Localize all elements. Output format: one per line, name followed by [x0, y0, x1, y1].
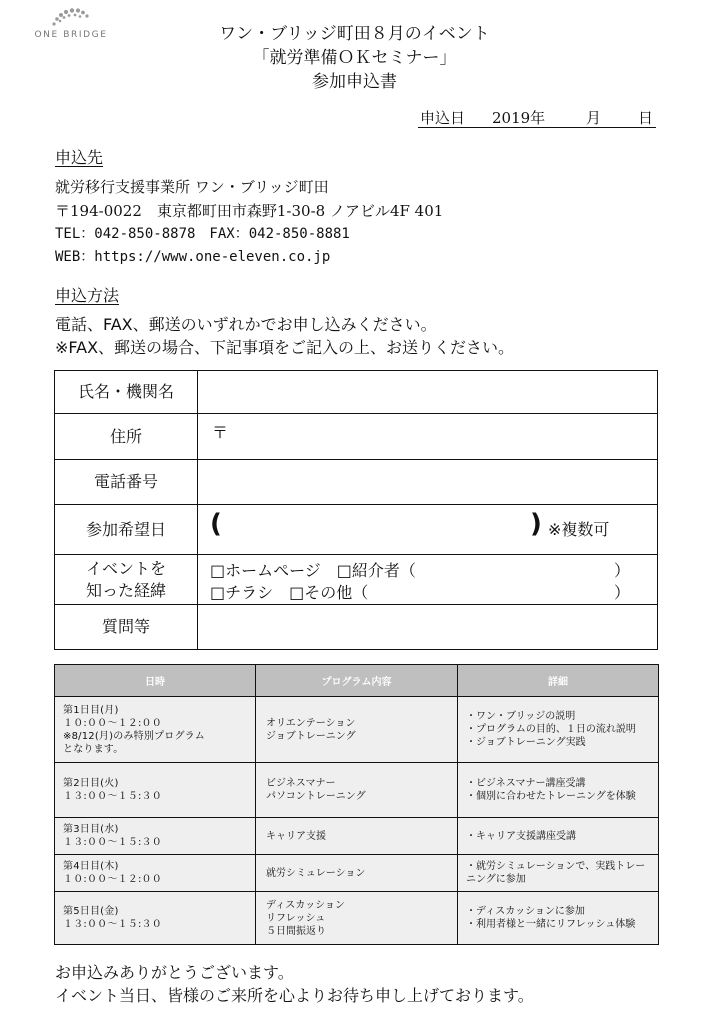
schedule-program: キャリア支援 — [256, 818, 458, 855]
logo-text: ONE BRIDGE — [34, 30, 108, 40]
questions-field[interactable] — [198, 605, 658, 650]
schedule-table — [54, 664, 659, 945]
form-row-phone — [55, 460, 658, 505]
date-month: 月 — [586, 109, 602, 127]
schedule-detail: ・ワン・ブリッジの説明 ・プログラムの目的、１日の流れ説明 ・ジョブトレーニング実践 — [458, 697, 659, 763]
closing-thanks: お申込みありがとうございます。 — [55, 963, 294, 982]
header-datetime: 日時 — [55, 665, 256, 697]
organization-name: 就労移行支援事業所 ワン・ブリッジ町田 — [55, 178, 329, 196]
schedule-program: 就労シミュレーション — [256, 855, 458, 892]
header-detail: 詳細 — [458, 665, 659, 697]
questions-label: 質問等 — [55, 605, 198, 650]
multiple-ok-note: ※複数可 — [548, 520, 610, 539]
postal-mark: 〒 — [212, 423, 229, 442]
how-field[interactable] — [198, 555, 658, 605]
how-label-line1: イベントを — [85, 558, 166, 578]
how-close-paren-2: ） — [614, 583, 631, 602]
schedule-header-row — [55, 665, 659, 697]
date-wish-field[interactable] — [198, 505, 658, 555]
closing-message: イベント当日、皆様のご来所を心よりお待ち申し上げております。 — [55, 986, 534, 1005]
date-day: 日 — [638, 109, 654, 127]
seminar-title: 「就労準備ＯＫセミナー」 — [252, 48, 457, 68]
schedule-row — [55, 697, 659, 763]
method-text-2: ※FAX、郵送の場合、下記事項をご記入の上、お送りください。 — [55, 338, 515, 357]
how-options-line1[interactable]: □ホームページ □紹介者（ — [210, 561, 416, 580]
form-row-name — [55, 371, 658, 414]
form-title: 参加申込書 — [312, 72, 397, 92]
destination-heading: 申込先 — [55, 148, 104, 167]
application-date-line[interactable] — [418, 107, 656, 128]
schedule-detail: ・就労シミュレーションで、実践トレーニングに参加 — [458, 855, 659, 892]
schedule-detail: ・ディスカッションに参加 ・利用者様と一緒にリフレッシュ体験 — [458, 892, 659, 945]
method-text-1: 電話、FAX、郵送のいずれかでお申し込みください。 — [55, 315, 437, 334]
name-label: 氏名・機関名 — [55, 371, 198, 414]
organization-address: 〒194-0022 東京都町田市森野1-30-8 ノアビル4F 401 — [55, 202, 444, 220]
schedule-day: 第5日目(金) １３:００～１５:３０ — [55, 892, 256, 945]
schedule-detail: ・ビジネスマナー講座受講 ・個別に合わせたトレーニングを体験 — [458, 763, 659, 818]
schedule-row — [55, 763, 659, 818]
event-title: ワン・ブリッジ町田８月のイベント — [219, 24, 490, 44]
name-field[interactable] — [198, 371, 658, 414]
date-wish-label: 参加希望日 — [55, 505, 198, 555]
how-label-line2: 知った経緯 — [85, 580, 166, 600]
form-row-date — [55, 505, 658, 555]
date-label: 申込日 — [420, 109, 466, 127]
schedule-day: 第1日目(月) １０:００～１２:００ ※8/12(月)のみ特別プログラム となります。 — [55, 697, 256, 763]
paren-open: ( — [210, 509, 222, 539]
schedule-row — [55, 818, 659, 855]
organization-tel-fax: TEL：042-850-8878 FAX：042-850-8881 — [55, 226, 350, 242]
application-form-table — [54, 370, 658, 650]
form-row-how — [55, 555, 658, 605]
address-field[interactable] — [198, 414, 658, 460]
schedule-row — [55, 892, 659, 945]
address-label: 住所 — [55, 414, 198, 460]
organization-web[interactable]: WEB：https://www.one-eleven.co.jp — [55, 249, 331, 265]
schedule-day: 第3日目(水) １３:００～１５:３０ — [55, 818, 256, 855]
form-row-questions — [55, 605, 658, 650]
schedule-row — [55, 855, 659, 892]
method-heading: 申込方法 — [55, 286, 120, 305]
schedule-program: オリエンテーション ジョブトレーニング — [256, 697, 458, 763]
how-options-line2[interactable]: □チラシ □その他（ — [210, 583, 369, 602]
schedule-detail: ・キャリア支援講座受講 — [458, 818, 659, 855]
phone-label: 電話番号 — [55, 460, 198, 505]
schedule-day: 第4日目(木) １０:００～１２:００ — [55, 855, 256, 892]
how-label — [55, 555, 198, 605]
how-close-paren-1: ） — [614, 561, 631, 580]
schedule-program: ビジネスマナー パソコントレーニング — [256, 763, 458, 818]
schedule-program: ディスカッション リフレッシュ ５日間振返り — [256, 892, 458, 945]
schedule-day: 第2日目(火) １３:００～１５:３０ — [55, 763, 256, 818]
paren-close: ) — [530, 509, 542, 539]
phone-field[interactable] — [198, 460, 658, 505]
date-year: 2019年 — [492, 109, 546, 127]
form-row-address — [55, 414, 658, 460]
header-program: プログラム内容 — [256, 665, 458, 697]
